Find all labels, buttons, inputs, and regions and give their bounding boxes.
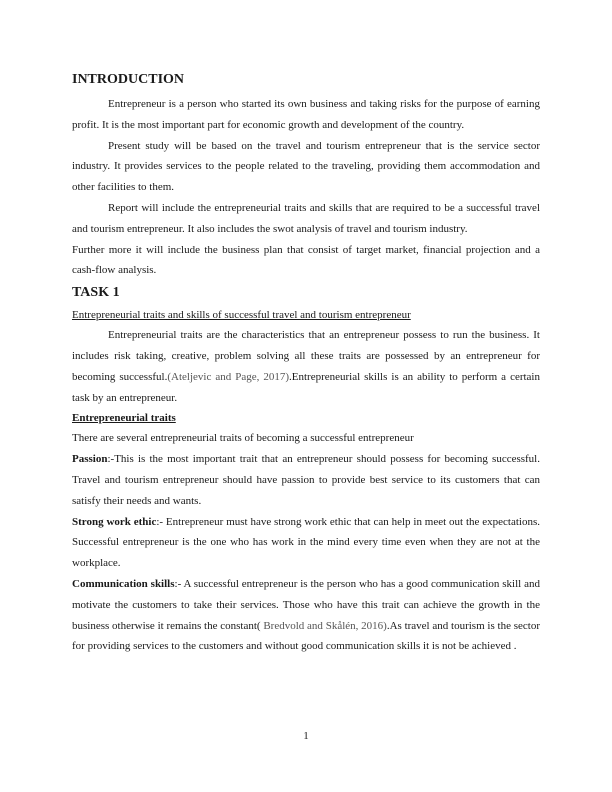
trait-communication-text: :- A successful entrepreneur is the person who has a good communication skill and motivate the customers to take their services. Those who have this trait can achieve the growth in the business otherwise it remains the constant( [72,577,540,632]
task1-subtitle: Entrepreneurial traits and skills of successful travel and tourism entrepreneur [72,309,411,322]
intro-paragraph-1: Entrepreneur is a person who started its own business and taking risks for the purpose of earning profit. It is the most important part for economic growth and development of the country. [72,98,540,131]
trait-work-ethic-text: :- Entrepreneur must have strong work ethic that can help in meet out the expectations. Successful entrepreneur is the one who has work in the mind every time even when they are not at the workplace. [72,515,540,570]
page-number: 1 [303,730,309,742]
intro-paragraph-2: Present study will be based on the travel and tourism entrepreneur that is the service sector industry. It provides services to the people related to the traveling, providing them accommodation and other facilities to them. [72,139,540,194]
trait-passion-term: Passion [72,453,108,466]
task1-heading: TASK 1 [72,285,120,301]
trait-work-ethic [72,512,540,574]
trait-communication-text-after: .As travel and tourism is the sector for providing services to the customers and without good communication skills it is not be achieved . [72,619,540,653]
trait-work-ethic-term: Strong work ethic [72,515,157,528]
trait-communication-term: Communication skills [72,577,175,590]
task1-p1-text-after: .Entrepreneurial skills is an ability to perform a certain task by an entrepreneur. [72,370,540,404]
traits-heading: Entrepreneurial traits [72,412,176,425]
citation-bredvold: Bredvold and Skålén, 2016) [260,619,387,632]
intro-paragraph-3: Report will include the entrepreneurial traits and skills that are required to be a successful travel and tourism entrepreneur. It also includes the swot analysis of travel and tourism industry. [72,201,540,235]
page-content [72,70,540,657]
introduction-heading: INTRODUCTION [72,72,185,87]
task1-p1-text: Entrepreneurial traits are the characteristics that an entrepreneur possess to run the business. It includes risk taking, creative, problem solving all these traits are possessed by an entrepreneur for becoming successful. [72,329,540,383]
task1-paragraph-1 [72,325,540,408]
traits-intro: There are several entrepreneurial traits of becoming a successful entrepreneur [72,432,414,445]
citation-ateljevic: (Ateljevic and Page, 2017) [167,370,289,383]
trait-communication [72,574,540,657]
trait-passion-text: :-This is the most important trait that an entrepreneur should possess for becoming successful. Travel and tourism entrepreneur should have passion to provide best service to its customers that can satisfy their needs and wants. [72,453,540,507]
intro-paragraph-4: Further more it will include the business plan that consist of target market, financial projection and a cash-flow analysis. [72,243,540,277]
trait-passion [72,449,540,511]
